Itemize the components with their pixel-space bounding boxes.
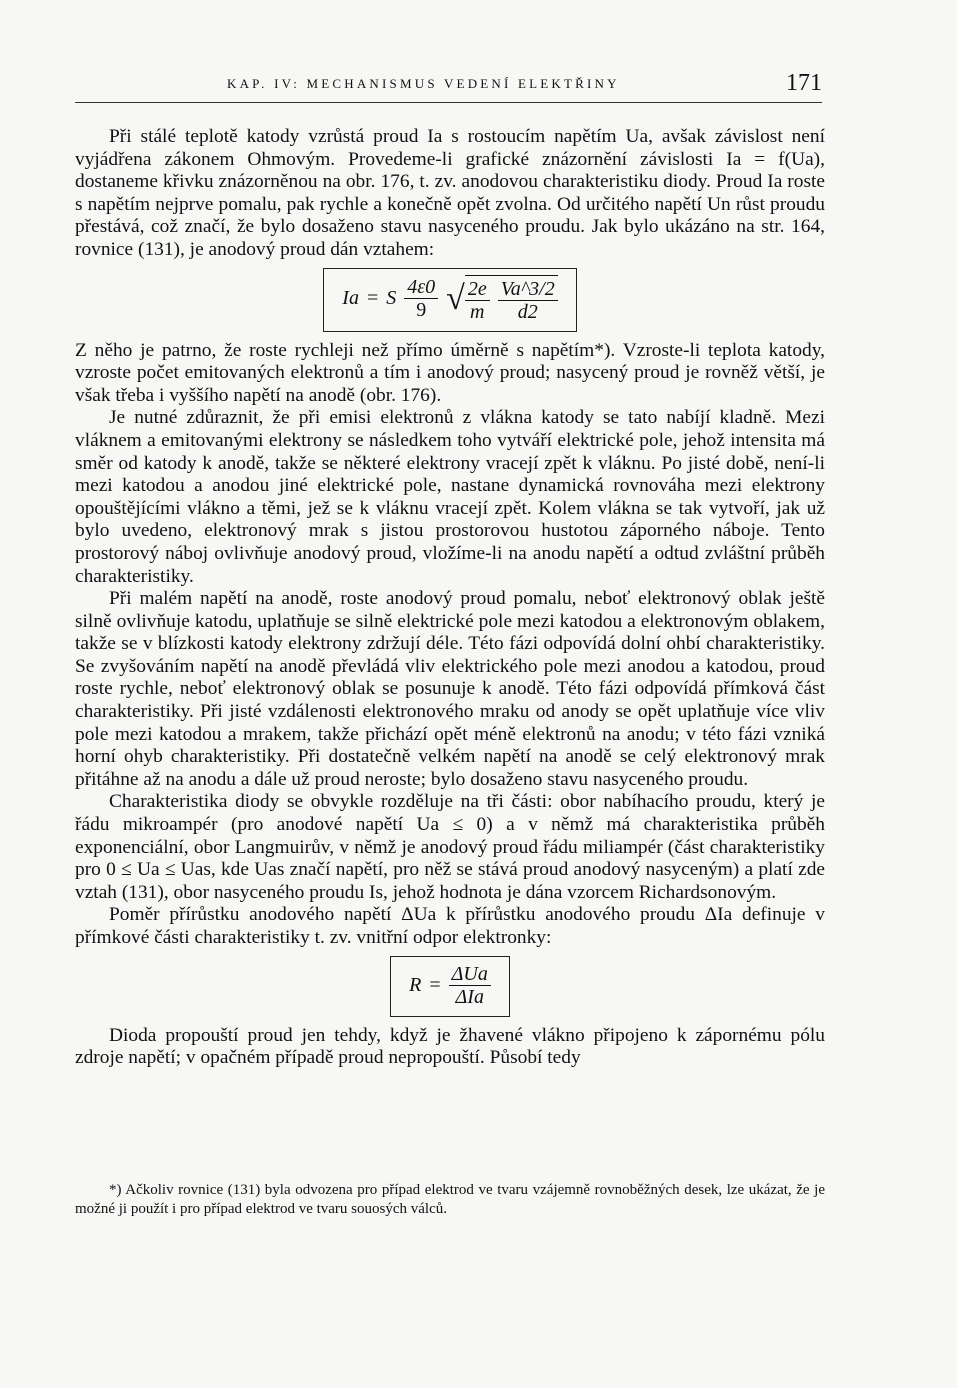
- page-number: 171: [786, 70, 822, 96]
- paragraph-1: Při stálé teplotě katody vzrůstá proud Ia s rostoucím napětím Ua, avšak závislost není vyjádřena zákonem Ohmovým. Provedeme-li grafické znázornění závislosti Ia = f(Ua), dostaneme křivku znázorněnou na obr. 176, t. zv. anodovou charakteristiku diody. Proud Ia roste s napětím nejprve pomalu, pak rychle a konečně opět zvolna. Od určitého napětí Un růst proudu přestává, což značí, že bylo dosaženo stavu nasyceného proudu. Jak bylo ukázáno na str. 164, rovnice (131), je anodový proud dán vztahem:: [75, 126, 825, 260]
- paragraph-4: Při malém napětí na anodě, roste anodový proud pomalu, neboť elektronový oblak ještě silně ovlivňuje katodu, uplatňuje se silně elektrické pole mezi katodou a elektronovým oblakem, takže se v blízkosti katody elektrony zdržují déle. Této fázi odpovídá dolní ohbí charakteristiky. Se zvyšováním napětí na anodě převládá vliv elektrického pole mezi anodou a katodou, proud roste rychle, neboť elektronový oblak se posunuje k anodě. Této fázi odpovídá přímková část charakteristiky. Při jisté vzdálenosti elektronového mraku od anody se opět uplatňuje více vliv pole mezi katodou a mrakem, takže přichází opět méně elektronů na anodu; v této fázi vzniká horní ohyb charakteristiky. Při dostatečně velkém napětí na anodě se celý elektronový mrak přitáhne až na anodu a dále už proud neroste; bylo dosaženo stavu nasyceného proudu.: [75, 588, 825, 790]
- eq1-sqrt: [446, 275, 558, 323]
- paragraph-6: Poměr přírůstku anodového napětí ΔUa k přírůstku anodového proudu ΔIa definuje v přímkové části charakteristiky t. zv. vnitřní odpor elektronky:: [75, 904, 825, 948]
- paragraph-7: Dioda propouští proud jen tehdy, když je žhavené vlákno připojeno k zápornému pólu zdroje napětí; v opačném případě proud nepropouští. Působí tedy: [75, 1024, 825, 1069]
- eq1-power-num: Va^3/2: [498, 278, 558, 301]
- paragraph-5: Charakteristika diody se obvykle rozděluje na tři části: obor nabíhacího proudu, který je řádu mikroampér (pro anodové napětí Ua ≤ 0) a v němž má charakteristika průběh exponenciální, obor Langmuirův, v němž je anodový proud řádu miliampér (část charakteristiky pro 0 ≤ Ua ≤ Uas, kde Uas značí napětí, pro něž se stává proud anodový nasyceným) a platí zde vztah (131), obor nasyceného proudu Is, jehož hodnota je dána vzorcem Richardsonovým.: [75, 791, 825, 903]
- equation-internal-resistance: [75, 956, 825, 1017]
- footnote: [75, 1181, 825, 1219]
- eq2-lhs: R: [409, 973, 422, 996]
- eq1-power-den: d2: [517, 300, 538, 323]
- page-header: [75, 72, 822, 103]
- body-text: [75, 126, 825, 1070]
- eq1-frac-num: 4ε0: [404, 276, 438, 299]
- eq2-fraction: [449, 963, 491, 1008]
- radical-sign-icon: √: [446, 279, 465, 317]
- eq1-equals: =: [366, 287, 379, 310]
- eq1-power-fraction: [498, 278, 558, 323]
- eq1-constant: S: [386, 287, 397, 310]
- paragraph-2: Z něho je patrno, že roste rychleji než přímo úměrně s napětím*). Vzroste-li teplota katody, vzroste počet emitovaných elektronů a tím i anodový proud; nasycený proud je rovněž větší, je však třeba i vyššího napětí na anodě (obr. 176).: [75, 339, 825, 406]
- running-head: KAP. IV: MECHANISMUS VEDENÍ ELEKTŘINY: [227, 76, 620, 91]
- eq2-equals: =: [429, 973, 441, 996]
- equation-box: [323, 268, 576, 332]
- eq1-sqrt-num: 2e: [465, 278, 490, 301]
- eq1-frac-den: 9: [416, 299, 427, 322]
- equation-anode-current: [75, 268, 825, 332]
- paragraph-3: Je nutné zdůraznit, že při emisi elektronů z vlákna katody se tato nabíjí kladně. Mezi vláknem a emitovanými elektrony se následkem toho vytváří elektrické pole, jehož intensita má směr od katody k anodě, takže se některé elektrony vracejí zpět k vláknu. Po jisté době, není-li mezi katodou a anodou jiné elektrické pole, nastane dynamická rovnováha mezi elektrony opouštějícími vlákno a těmi, jež se k vláknu vracejí zpět. Kolem vlákna se tak vytvoří, jak už bylo uvedeno, elektronový mrak s jistou prostorovou hustotou záporného náboje. Tento prostorový náboj ovlivňuje anodový proud, vložíme-li na anodu napětí a odtud zvláštní průběh charakteristiky.: [75, 407, 825, 587]
- footnote-text: *) Ačkoliv rovnice (131) byla odvozena pro případ elektrod ve tvaru vzájemně rovnoběžných desek, lze ukázat, že je možné ji použít i pro případ elektrod ve tvaru souosých válců.: [75, 1182, 825, 1217]
- eq1-lhs: Ia: [342, 287, 359, 310]
- eq1-sqrt-fraction: [465, 278, 490, 323]
- equation-box: [390, 956, 510, 1017]
- eq1-radicand: [465, 275, 558, 323]
- eq2-den: ΔIa: [455, 985, 484, 1008]
- eq1-sqrt-den: m: [470, 300, 485, 323]
- eq2-num: ΔUa: [449, 963, 491, 986]
- eq1-fraction: [404, 276, 438, 321]
